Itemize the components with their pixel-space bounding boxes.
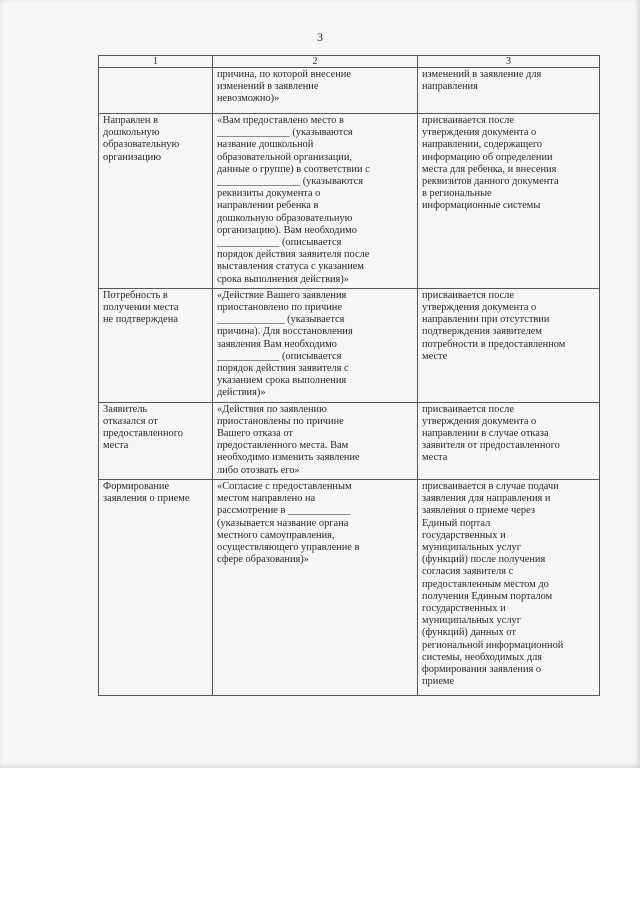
note-cell — [418, 68, 600, 114]
status-cell — [99, 288, 213, 402]
status-table — [98, 55, 600, 696]
note-cell — [418, 114, 600, 289]
table-row — [99, 288, 600, 402]
note-cell — [418, 288, 600, 402]
message-text: «Согласие с предоставленным местом направлено на рассмотрение в ____________ (указывается название органа местного самоуправления, осуществляющего управление в сфере образования)» — [217, 480, 360, 566]
message-text: причина, по которой внесение изменений в заявление невозможно)» — [217, 69, 351, 105]
note-cell — [418, 402, 600, 479]
status-cell — [99, 402, 213, 479]
status-text: Потребность в получении места не подтверждена — [103, 289, 179, 326]
note-text: присваивается после утверждения документа о направлении в случае отказа заявителя от предоставленного места — [422, 403, 560, 464]
message-cell — [213, 402, 418, 479]
note-text: присваивается после утверждения документа о направлении при отсутствии подтверждения заявителем потребности в предоставленном месте — [422, 289, 566, 362]
message-text: «Действия по заявлению приостановлены по причине Вашего отказа от предоставленного места. Вам необходимо изменить заявление либо отозвать его» — [217, 403, 360, 476]
message-cell — [213, 288, 418, 402]
status-cell — [99, 479, 213, 695]
status-text: Заявитель отказался от предоставленного места — [103, 403, 183, 452]
table-header-row — [99, 56, 600, 68]
table-row — [99, 479, 600, 695]
table-row — [99, 114, 600, 289]
message-text: «Вам предоставлено место в ______________ (указываются название дошкольной образовательной организации, данные о группе) в соответствии с ________________ (указываются реквизиты документа о направлении ребенка в дошкольную образовательную организацию). Вам необходимо ____________ (описывается порядок действия заявителя после выставления статуса с указанием срока выполнения действия)» — [217, 115, 370, 285]
message-text: «Действие Вашего заявления приостановлено по причине _____________ (указывается причина). Для восстановления заявления Вам необходимо ____________ (описывается порядок действия заявителя с указанием срока выполнения действия)» — [217, 289, 353, 399]
message-cell — [213, 68, 418, 114]
status-cell — [99, 68, 213, 114]
note-text: изменений в заявление для направления — [422, 69, 542, 93]
note-text: присваивается после утверждения документа о направлении, содержащего информацию об определении места для ребенка, и внесения реквизитов данного документа в региональные информационные системы — [422, 115, 559, 212]
column-header-3: 3 — [418, 56, 600, 68]
table-row — [99, 402, 600, 479]
note-text: присваивается в случае подачи заявления для направления и заявления о приеме через Единый портал государственных и муниципальных услуг (функций) после получения согласия заявителя с предоставленным местом до получения Единым порталом государственных и муниципальных услуг (функций) данных от региональной информационной системы, необходимых для формирования заявления о приеме — [422, 480, 564, 688]
note-cell — [418, 479, 600, 695]
message-cell — [213, 114, 418, 289]
table-row — [99, 68, 600, 114]
column-header-1: 1 — [99, 56, 213, 68]
page-number: 3 — [317, 30, 323, 44]
status-cell — [99, 114, 213, 289]
message-cell — [213, 479, 418, 695]
column-header-2: 2 — [213, 56, 418, 68]
status-text: Формирование заявления о приеме — [103, 480, 190, 505]
status-text: Направлен в дошкольную образовательную организацию — [103, 115, 180, 163]
